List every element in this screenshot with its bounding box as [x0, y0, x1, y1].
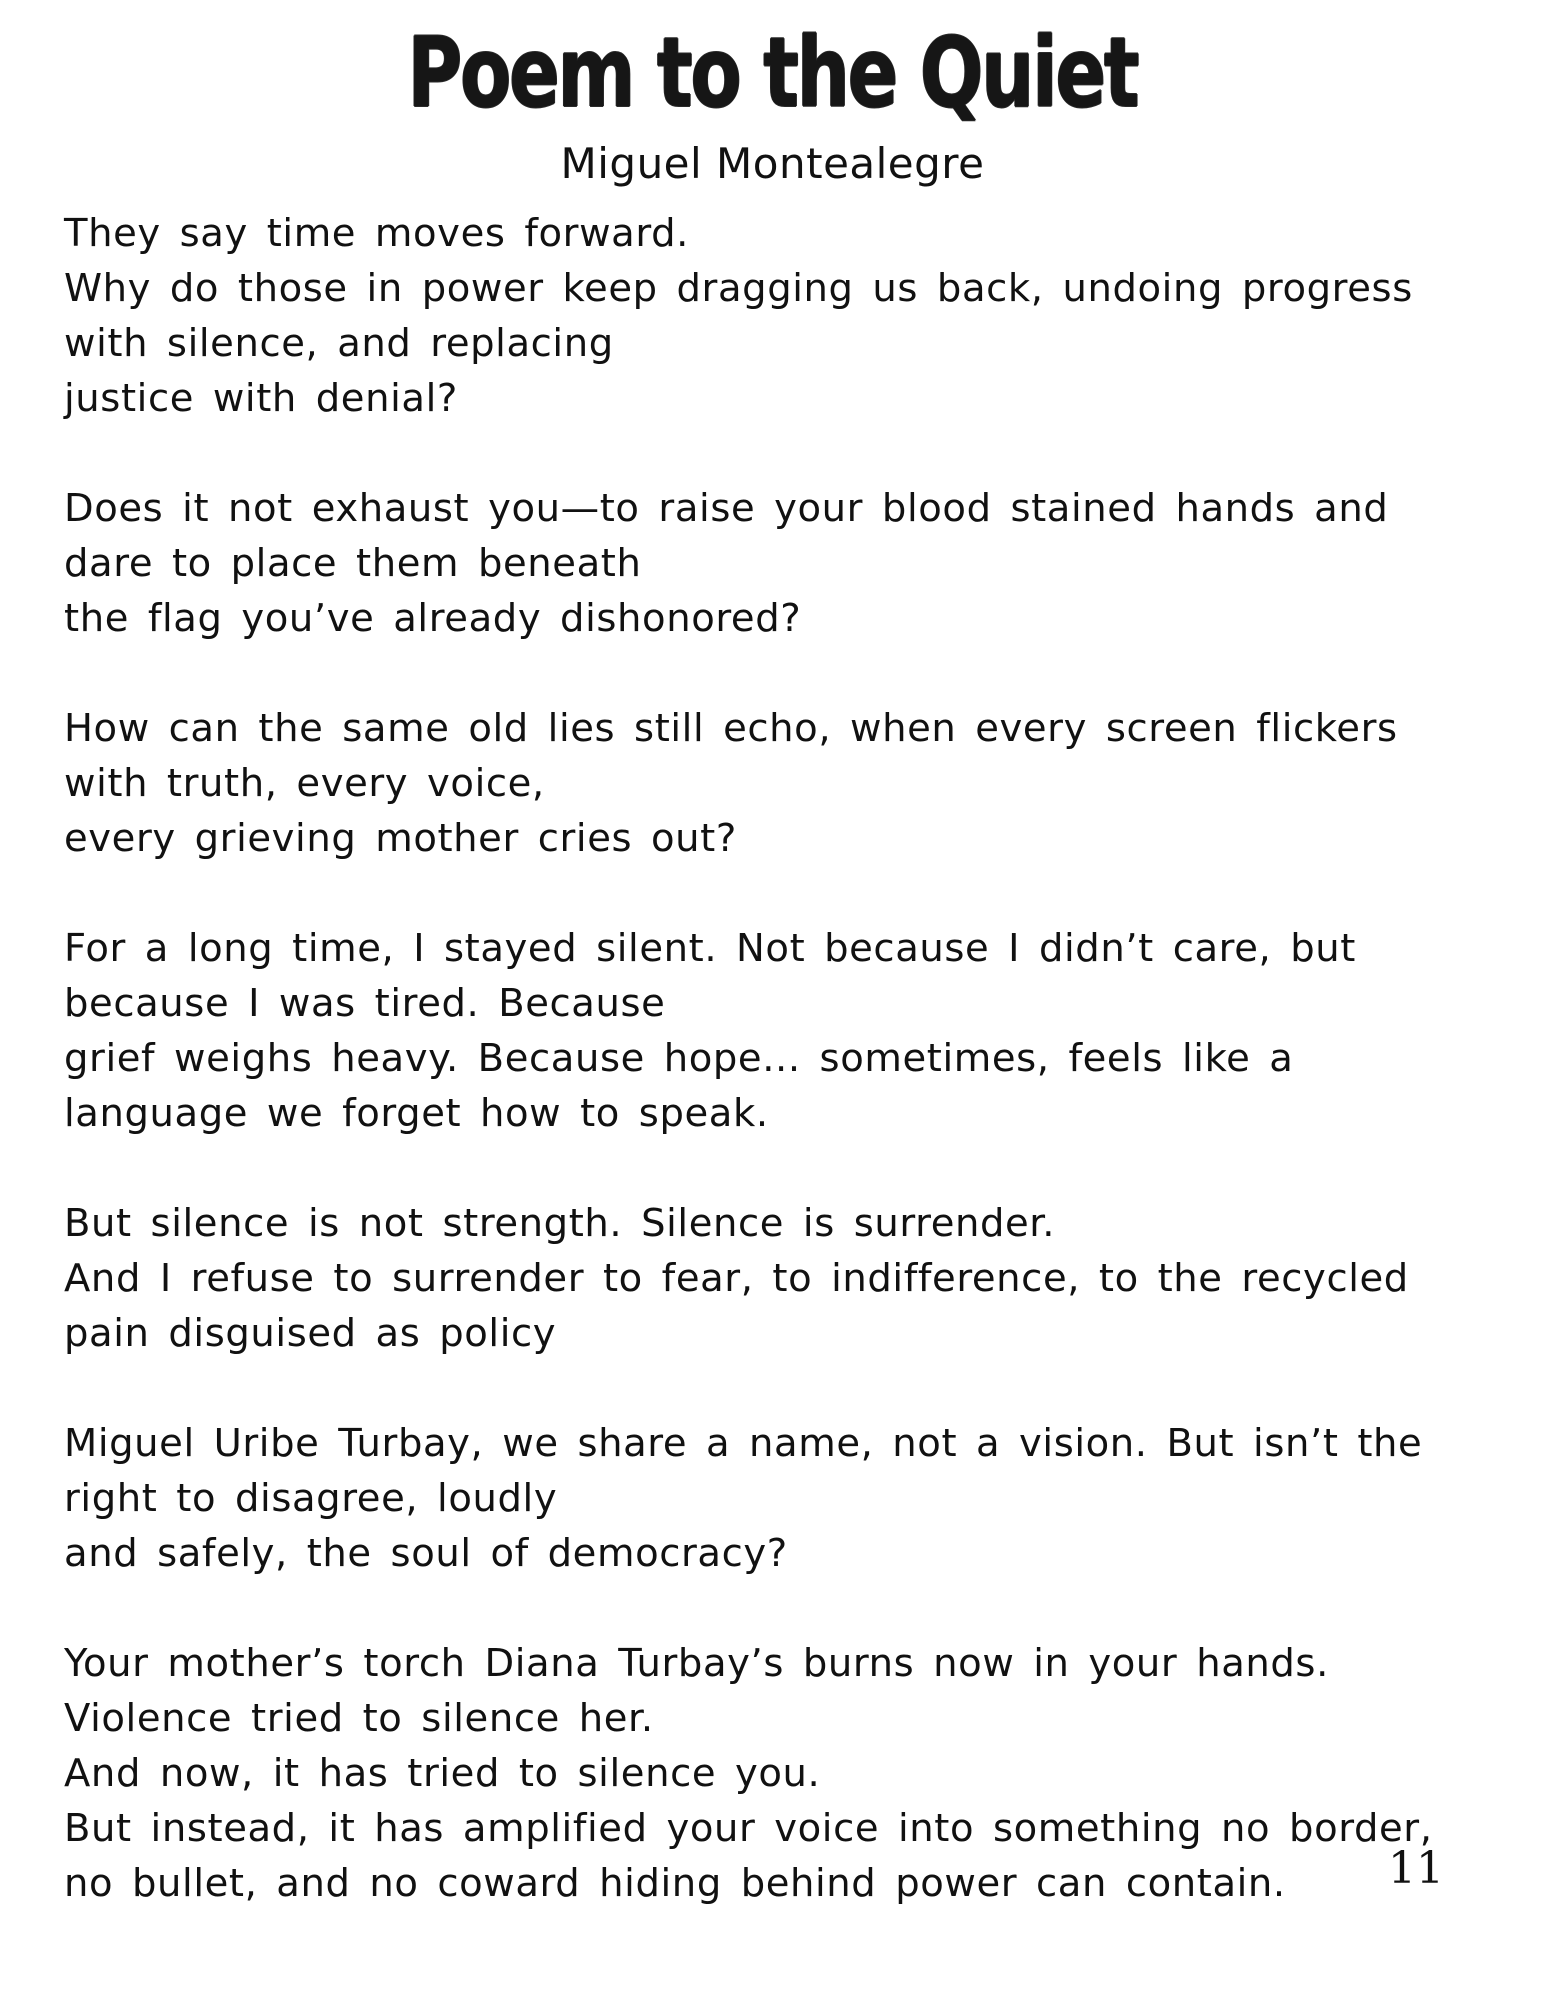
poem-title: Poem to the Quiet	[407, 17, 1138, 129]
poem-author: Miguel Montealegre	[560, 139, 985, 188]
poem-line: with truth, every voice,	[64, 761, 545, 806]
poem-stanza	[64, 1416, 1484, 1581]
poem-stanza	[64, 481, 1484, 646]
poem-line: because I was tired. Because	[64, 981, 666, 1026]
poem-stanza	[64, 921, 1484, 1141]
poem-line: For a long time, I stayed silent. Not because I didn’t care, but	[64, 926, 1356, 971]
poem-line: Why do those in power keep dragging us back, undoing progress	[64, 266, 1413, 311]
poem-line: the flag you’ve already dishonored?	[64, 596, 802, 641]
poem-stanza	[64, 1636, 1484, 1911]
poem-line: And now, it has tried to silence you.	[64, 1751, 821, 1796]
poem-line: language we forget how to speak.	[64, 1091, 769, 1136]
poem-stanza	[64, 206, 1484, 426]
poem-line: And I refuse to surrender to fear, to indifference, to the recycled	[64, 1256, 1409, 1301]
poem-line: Does it not exhaust you—to raise your blood stained hands and	[64, 486, 1389, 531]
poem-line: justice with denial?	[64, 376, 458, 421]
poem-line: every grieving mother cries out?	[64, 816, 737, 861]
poem-line: and safely, the soul of democracy?	[64, 1531, 788, 1576]
poem-line: Your mother’s torch Diana Turbay’s burns now in your hands.	[64, 1641, 1329, 1686]
poem-line: dare to place them beneath	[64, 541, 642, 586]
poem-line: But instead, it has amplified your voice into something no border,	[64, 1806, 1433, 1851]
poem-line: But silence is not strength. Silence is surrender.	[64, 1201, 1056, 1246]
page-number: 11	[1388, 1843, 1444, 1894]
poem-line: right to disagree, loudly	[64, 1476, 558, 1521]
poem-stanza	[64, 701, 1484, 866]
poem-stanza	[64, 1196, 1484, 1361]
poem-body	[64, 206, 1484, 1911]
poem-line: grief weighs heavy. Because hope... sometimes, feels like a	[64, 1036, 1294, 1081]
poem-line: pain disguised as policy	[64, 1311, 557, 1356]
poem-line: with silence, and replacing	[64, 321, 614, 366]
poem-line: no bullet, and no coward hiding behind power can contain.	[64, 1861, 1286, 1906]
poem-line: Violence tried to silence her.	[64, 1696, 654, 1741]
poem-line: They say time moves forward.	[64, 211, 689, 256]
poem-line: How can the same old lies still echo, when every screen flickers	[64, 706, 1398, 751]
poem-line: Miguel Uribe Turbay, we share a name, not a vision. But isn’t the	[64, 1421, 1423, 1466]
